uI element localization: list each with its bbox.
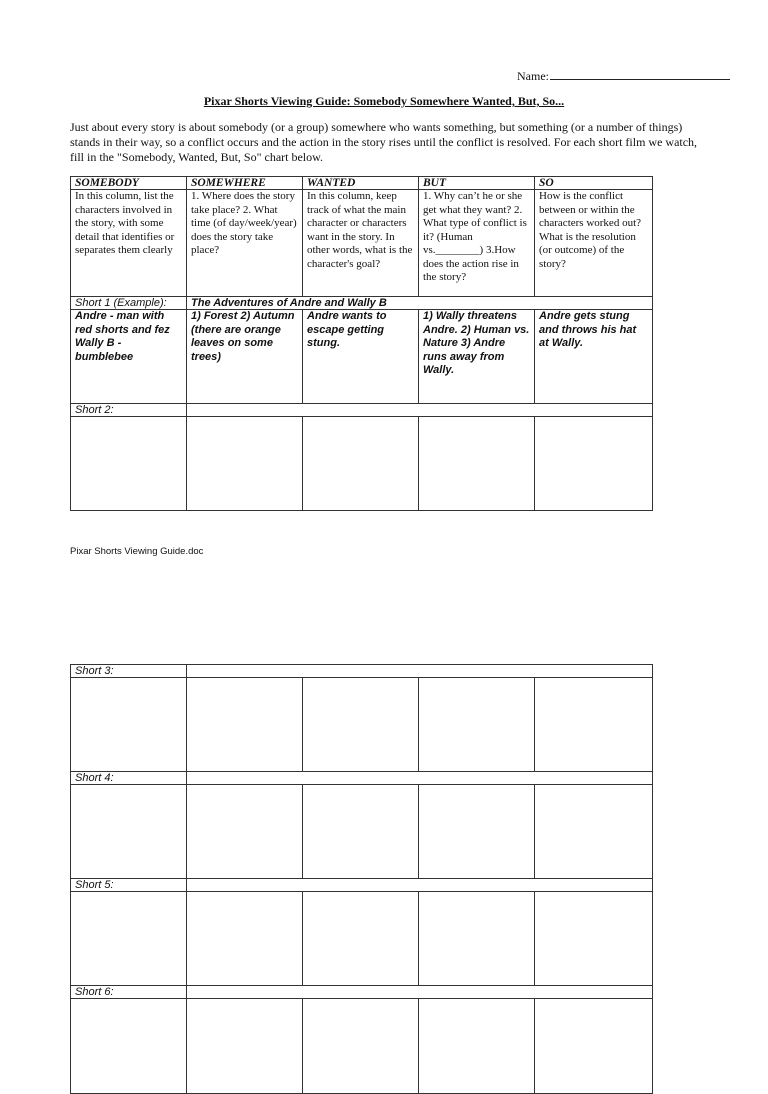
short-6-label: Short 6: <box>71 986 187 999</box>
instructions-row <box>71 190 653 297</box>
short-4-title-cell[interactable] <box>187 772 653 785</box>
short-3-label-row <box>71 665 653 678</box>
short-2-label-row <box>71 404 653 417</box>
example-wanted: Andre wants to escape getting stung. <box>303 310 419 404</box>
short-5-label-row <box>71 879 653 892</box>
header-so: SO <box>535 177 653 190</box>
header-somebody: SOMEBODY <box>71 177 187 190</box>
short-3-so-cell[interactable] <box>535 678 653 772</box>
short-2-label: Short 2: <box>71 404 187 417</box>
short-6-answer-row <box>71 999 653 1094</box>
short-1-label: Short 1 (Example): <box>71 297 187 310</box>
short-2-so-cell[interactable] <box>535 417 653 511</box>
example-somebody: Andre - man with red shorts and fez Wally B - bumblebee <box>71 310 187 404</box>
example-somewhere: 1) Forest 2) Autumn (there are orange leaves on some trees) <box>187 310 303 404</box>
example-but: 1) Wally threatens Andre. 2) Human vs. Nature 3) Andre runs away from Wally. <box>419 310 535 404</box>
short-2-somewhere-cell[interactable] <box>187 417 303 511</box>
short-1-label-row <box>71 297 653 310</box>
instructions-so: How is the conflict between or within the characters worked out? What is the resolution (or outcome) of the story? <box>535 190 653 297</box>
page-title: Pixar Shorts Viewing Guide: Somebody Somewhere Wanted, But, So... <box>203 94 565 108</box>
short-5-so-cell[interactable] <box>535 892 653 986</box>
short-3-answer-row <box>71 678 653 772</box>
short-3-title-cell[interactable] <box>187 665 653 678</box>
short-4-so-cell[interactable] <box>535 785 653 879</box>
intro-paragraph: Just about every story is about somebody (or a group) somewhere who wants something, but something (or a number of things) stands in their way, so a conflict occurs and the action in the story rises until the conflict is resolved. For each short film we watch, fill in the "Somebody, Wanted, But, So" chart below. <box>70 120 698 164</box>
short-2-answer-row <box>71 417 653 511</box>
short-5-somewhere-cell[interactable] <box>187 892 303 986</box>
short-2-wanted-cell[interactable] <box>303 417 419 511</box>
short-2-somebody-cell[interactable] <box>71 417 187 511</box>
instructions-somewhere: 1. Where does the story take place? 2. What time (of day/week/year) does the story take place? <box>187 190 303 297</box>
name-label: Name: <box>517 69 549 83</box>
header-but: BUT <box>419 177 535 190</box>
viewing-guide-table-page-2 <box>70 664 653 1094</box>
short-6-wanted-cell[interactable] <box>303 999 419 1094</box>
short-4-label: Short 4: <box>71 772 187 785</box>
example-so: Andre gets stung and throws his hat at Wally. <box>535 310 653 404</box>
short-5-somebody-cell[interactable] <box>71 892 187 986</box>
short-6-title-cell[interactable] <box>187 986 653 999</box>
short-4-but-cell[interactable] <box>419 785 535 879</box>
short-3-somebody-cell[interactable] <box>71 678 187 772</box>
short-3-somewhere-cell[interactable] <box>187 678 303 772</box>
short-4-wanted-cell[interactable] <box>303 785 419 879</box>
header-somewhere: SOMEWHERE <box>187 177 303 190</box>
header-row <box>71 177 653 190</box>
short-4-label-row <box>71 772 653 785</box>
document-footer: Pixar Shorts Viewing Guide.doc <box>70 546 204 557</box>
short-3-wanted-cell[interactable] <box>303 678 419 772</box>
short-4-somewhere-cell[interactable] <box>187 785 303 879</box>
viewing-guide-table <box>70 176 653 511</box>
short-5-label: Short 5: <box>71 879 187 892</box>
short-1-example-row <box>71 310 653 404</box>
short-5-title-cell[interactable] <box>187 879 653 892</box>
short-2-title-cell[interactable] <box>187 404 653 417</box>
name-field <box>517 68 730 84</box>
short-3-but-cell[interactable] <box>419 678 535 772</box>
short-5-but-cell[interactable] <box>419 892 535 986</box>
short-6-so-cell[interactable] <box>535 999 653 1094</box>
short-1-title: The Adventures of Andre and Wally B <box>187 297 653 310</box>
instructions-somebody: In this column, list the characters involved in the story, with some detail that identifies or separates them clearly <box>71 190 187 297</box>
short-4-somebody-cell[interactable] <box>71 785 187 879</box>
short-3-label: Short 3: <box>71 665 187 678</box>
short-6-label-row <box>71 986 653 999</box>
short-6-but-cell[interactable] <box>419 999 535 1094</box>
short-5-wanted-cell[interactable] <box>303 892 419 986</box>
instructions-wanted: In this column, keep track of what the main character or characters want in the story. In other words, what is the character's goal? <box>303 190 419 297</box>
header-wanted: WANTED <box>303 177 419 190</box>
short-6-somebody-cell[interactable] <box>71 999 187 1094</box>
short-5-answer-row <box>71 892 653 986</box>
instructions-but: 1. Why can’t he or she get what they want? 2. What type of conflict is it? (Human vs.________) 3.How does the action rise in the story? <box>419 190 535 297</box>
name-blank-line[interactable] <box>550 68 730 80</box>
short-2-but-cell[interactable] <box>419 417 535 511</box>
short-6-somewhere-cell[interactable] <box>187 999 303 1094</box>
short-4-answer-row <box>71 785 653 879</box>
